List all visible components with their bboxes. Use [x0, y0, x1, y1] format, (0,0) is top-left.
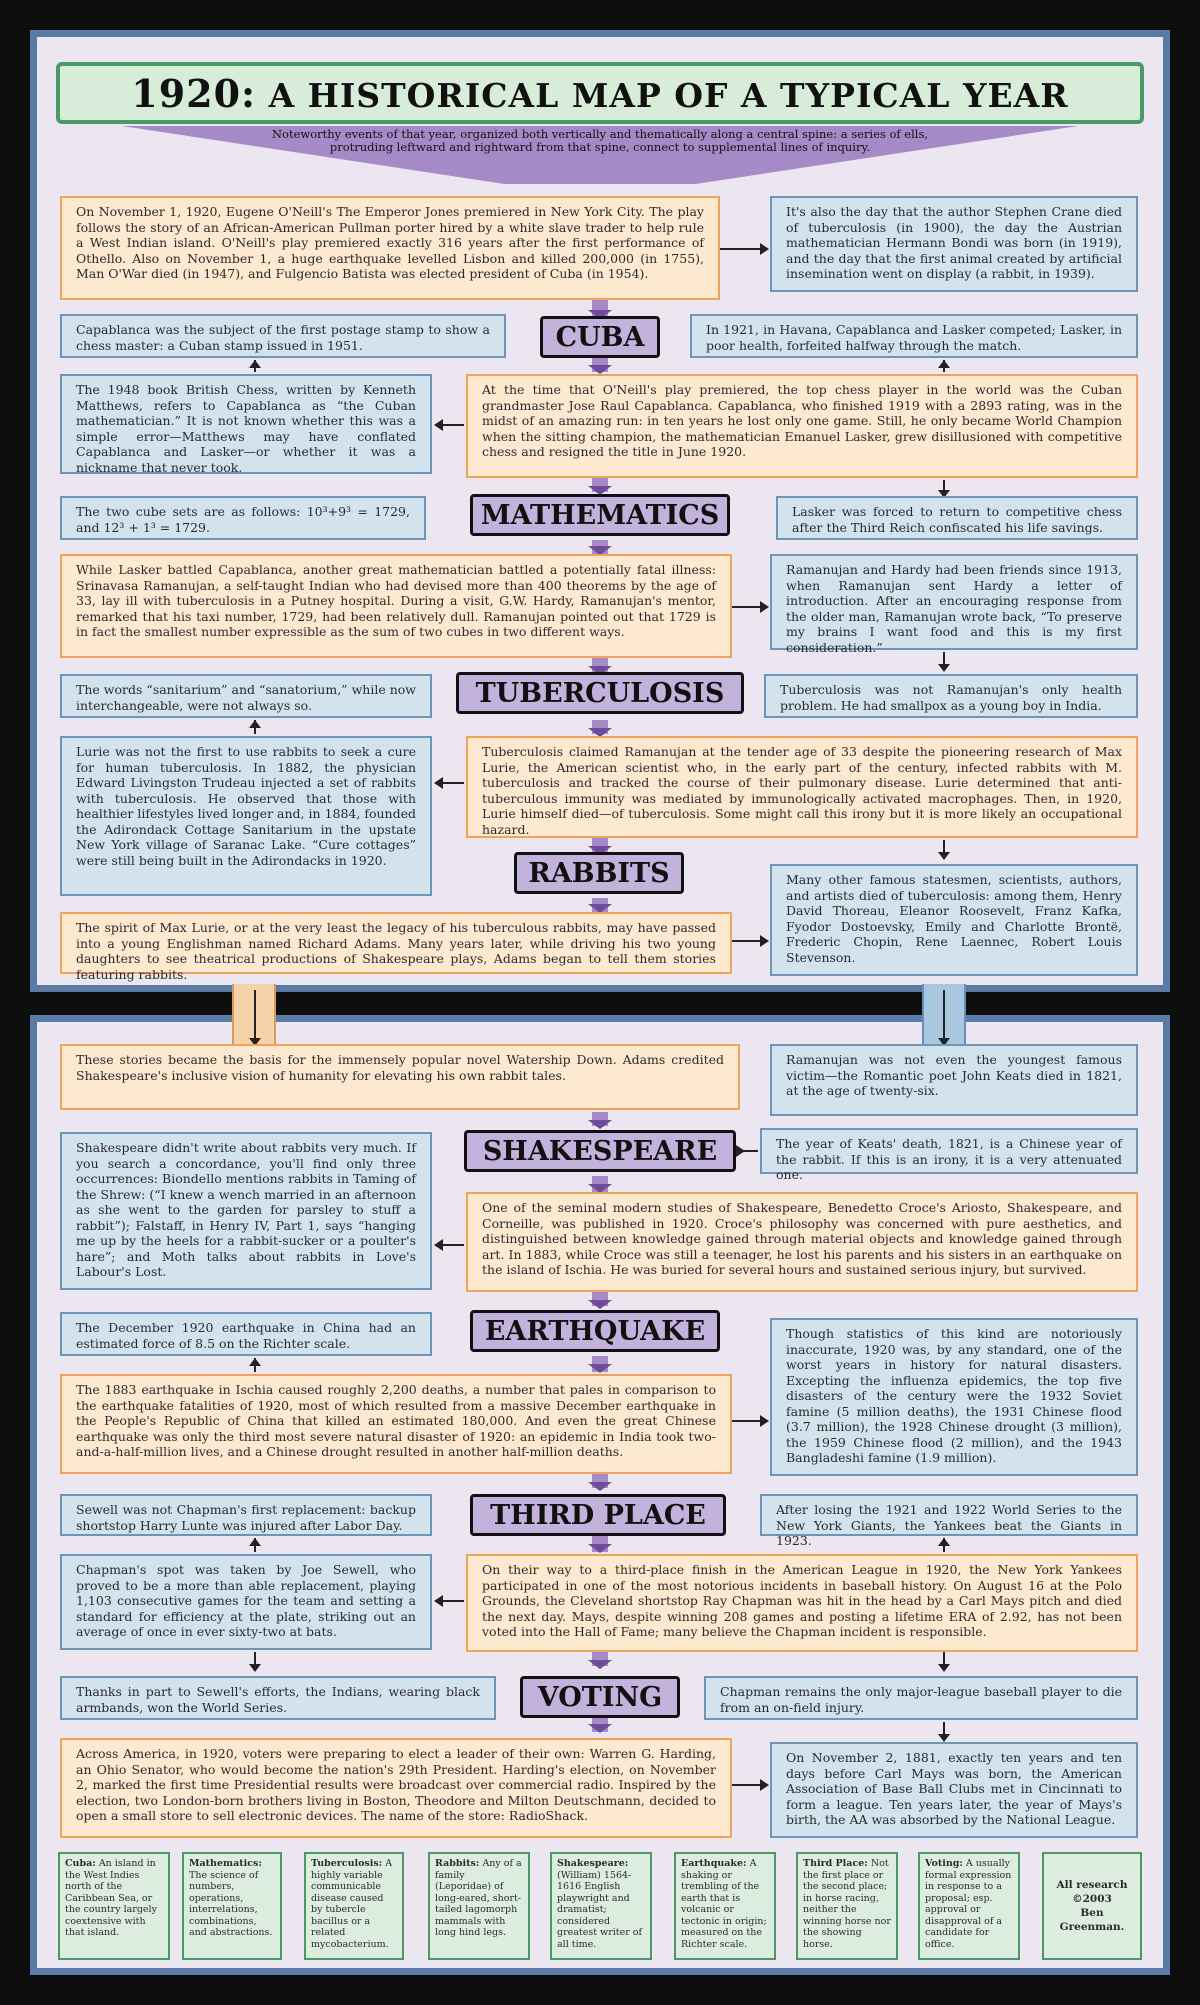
heading-tuberculosis: TUBERCULOSIS: [456, 672, 744, 714]
glossary-third-place: Third Place: Not the first place or the second place; in horse racing, neither the winning horse nor the showing horse.: [796, 1852, 898, 1960]
tb-left-box: The words “sanitarium” and “sanatorium,” while now interchangeable, were not always so.: [60, 674, 432, 718]
eq-side-box: Though statistics of this kind are notoriously inaccurate, 1920 was, by any standard, one of the worst years in history for natural disasters. Excepting the influenza epidemics, the top five disasters of the century were the 1932 Soviet famine (5 million deaths), the 1931 Chinese flood (3.7 million), the 1928 Chinese drought (3 million), the 1959 Chinese flood (2 million), and the 1943 Bangladeshi famine (1.9 million).: [770, 1318, 1138, 1476]
spine-arrow-icon: [588, 1544, 612, 1553]
cuba-side-box: The 1948 book British Chess, written by Kenneth Matthews, refers to Capablanca as “the Cuban mathematician.” It is not known whether this was a simple error—Matthews may have conflated Capablanca and Lasker—or whether it was a nickname that never took.: [60, 374, 432, 474]
heading-rabbits: RABBITS: [514, 852, 684, 894]
heading-mathematics: MATHEMATICS: [470, 494, 730, 536]
subtitle: Noteworthy events of that year, organized both vertically and thematically along a central spine: a series of ells, protruding leftward and rightward from that spine, connect to supplemental lines of inquiry.: [271, 127, 929, 154]
arrow-right-icon: [736, 1145, 745, 1157]
eq-main-box: The 1883 earthquake in Ischia caused roughly 2,200 deaths, a number that pales in comparison to the earthquake fatalities of 1920, most of which resulted from a massive December earthquake in the People's Republic of China that killed an estimated 180,000. And even the great Chinese earthquake was only the third most severe natural disaster of 1920: an epidemic in India took two-and-a-half-million lives, and a Chinese drought resulted in another half-million deaths.: [60, 1374, 732, 1474]
glossary-mathematics: Mathematics: The science of numbers, operations, interrelations, combinations, and abstractions.: [182, 1852, 282, 1960]
heading-earthquake: EARTHQUAKE: [470, 1310, 720, 1352]
arrow-up-icon: [249, 1538, 261, 1546]
tp-right-box: After losing the 1921 and 1922 World Series to the New York Giants, the Yankees beat the Giants in 1923.: [760, 1494, 1138, 1536]
vote-left-box: Thanks in part to Sewell's efforts, the Indians, wearing black armbands, won the World Series.: [60, 1676, 496, 1720]
glossary-rabbits: Rabbits: Any of a family (Leporidae) of long-eared, short-tailed lagomorph mammals with long hind legs.: [428, 1852, 530, 1960]
shakes-left-box: Shakespeare didn't write about rabbits very much. If you search a concordance, you'll find only three occurrences: Biondello mentions rabbits in Taming of the Shrew: (“I knew a wench married in an afternoon as she went to the garden for parsley to stuff a rabbit”); Falstaff, in Henry IV, Part 1, says “hanging me up by the heels for a rabbit-sucker or a poulter's hare”; and Moth talks about rabbits in Love's Labour's Lost.: [60, 1132, 432, 1290]
arrow-down-icon: [938, 1664, 950, 1672]
tb-side-box: Lurie was not the first to use rabbits to seek a cure for human tuberculosis. In 1882, the physician Edward Livingston Trudeau injected a set of rabbits with tuberculosis. He observed that those with healthier lifestyles lived longer and, in 1884, founded the Adirondack Cottage Sanitarium in the upstate New York village of Saranac Lake. “Cure cottages” were still being built in the Adirondacks in 1920.: [60, 736, 432, 896]
arrow-right-icon: [760, 1779, 769, 1791]
arrow-up-icon: [249, 360, 261, 368]
math-left-box: The two cube sets are as follows: 10³+9³ = 1729, and 12³ + 1³ = 1729.: [60, 496, 426, 540]
glossary-earthquake: Earthquake: A shaking or trembling of the earth that is volcanic or tectonic in origin; measured on the Richter scale.: [674, 1852, 776, 1960]
spine-arrow-icon: [588, 1300, 612, 1309]
bottom-intro-box: These stories became the basis for the immensely popular novel Watership Down. Adams credited Shakespeare's inclusive vision of humanity for elevating his own rabbit tales.: [60, 1044, 740, 1110]
math-side-box: Ramanujan and Hardy had been friends since 1913, when Ramanujan sent Hardy a letter of introduction. After an encouraging response from the older man, Ramanujan wrote back, “To preserve my brains I want food and this is my first consideration.”: [770, 554, 1138, 650]
spine-arrow-icon: [588, 1364, 612, 1373]
math-main-box: While Lasker battled Capablanca, another great mathematician battled a potentially fatal illness: Srinavasa Ramanujan, a self-taught Indian who had devised more than 400 theorems by the age of 33, lay ill with tuberculosis in a Putney hospital. During a visit, G.W. Hardy, Ramanujan's mentor, remarked that his taxi number, 1729, had been relatively dull. Ramanujan pointed out that 1729 is in fact the smallest number expressible as the sum of two cubes in two different ways.: [60, 554, 732, 658]
title-year: 1920:: [131, 70, 257, 116]
arrow-down-icon: [249, 1664, 261, 1672]
heading-shakespeare: SHAKESPEARE: [464, 1130, 736, 1172]
arrow-left-icon: [434, 1595, 443, 1607]
heading-voting: VOTING: [520, 1676, 680, 1718]
cuba-left-box: Capablanca was the subject of the first postage stamp to show a chess master: a Cuban stamp issued in 1951.: [60, 314, 506, 358]
spine-arrow-icon: [588, 1482, 612, 1491]
shakes-right-box: The year of Keats' death, 1821, is a Chinese year of the rabbit. If this is an irony, it is a very attenuated one.: [760, 1128, 1138, 1174]
glossary-voting: Voting: A usually formal expression in response to a proposal; esp. approval or disapproval of a candidate for office.: [918, 1852, 1020, 1960]
cuba-right-box: In 1921, in Havana, Capablanca and Lasker competed; Lasker, in poor health, forfeited halfway through the match.: [690, 314, 1138, 358]
spine-arrow-icon: [588, 1660, 612, 1669]
keats-box: Ramanujan was not even the youngest famous victim—the Romantic poet John Keats died in 1821, at the age of twenty-six.: [770, 1044, 1138, 1116]
page-title: [56, 62, 1144, 124]
arrow-left-icon: [434, 419, 443, 431]
eq-left-box: The December 1920 earthquake in China had an estimated force of 8.5 on the Richter scale.: [60, 1312, 432, 1356]
glossary-shakespeare: Shakespeare: (William) 1564-1616 English playwright and dramatist; considered greatest writer of all time.: [550, 1852, 652, 1960]
tp-main-box: On their way to a third-place finish in the American League in 1920, the New York Yankees participated in one of the most notorious incidents in baseball history. On August 16 at the Polo Grounds, the Cleveland shortstop Ray Chapman was hit in the head by a Carl Mays pitch and died the next day. Mays, despite winning 208 games and posting a lifetime ERA of 2.92, has not been voted into the Hall of Fame; many believe the Chapman incident is responsible.: [466, 1554, 1138, 1652]
vote-right-box: Chapman remains the only major-league baseball player to die from an on-field injury.: [704, 1676, 1138, 1720]
arrow-up-icon: [249, 720, 261, 728]
intro-side-box: It's also the day that the author Stephen Crane died of tuberculosis (in 1900), the day the Austrian mathematician Hermann Bondi was born (in 1919), and the day that the first animal created by artificial insemination went on display (a rabbit, in 1939).: [770, 196, 1138, 292]
vote-side-box: On November 2, 1881, exactly ten years and ten days before Carl Mays was born, the American Association of Base Ball Clubs met in Cincinnati to form a league. Ten years later, the year of Mays's birth, the AA was absorbed by the National League.: [770, 1742, 1138, 1838]
spine-arrow-icon: [588, 365, 612, 374]
cuba-main-box: At the time that O'Neill's play premiered, the top chess player in the world was the Cuban grandmaster Jose Raul Capablanca. Capablanca, who finished 1919 with a 2893 rating, was in the midst of an amazing run: in ten years he lost only one game. Still, he only became World Champion when the sitting champion, the mathematician Emanuel Lasker, grew disillusioned with competitive chess and resigned the title in June 1920.: [466, 374, 1138, 478]
arrow-up-icon: [938, 360, 950, 368]
heading-cuba: CUBA: [540, 316, 660, 358]
rabbits-main-box: The spirit of Max Lurie, or at the very least the legacy of his tuberculous rabbits, may have passed into a young Englishman named Richard Adams. Many years later, while driving his two young daughters to see theatrical productions of Shakespeare plays, Adams began to tell them stories featuring rabbits.: [60, 912, 732, 974]
arrow-left-icon: [434, 777, 443, 789]
vote-main-box: Across America, in 1920, voters were preparing to elect a leader of their own: Warren G. Harding, an Ohio Senator, who would become the nation's 29th President. Harding's election, on November 2, marked the first time Presidential results were broadcast over commercial radio. Inspired by the election, two London-born brothers living in Boston, Theodore and Milton Deutschmann, decided to open a small store to sell electronic devices. The name of the store: RadioShack.: [60, 1738, 732, 1838]
tp-left-box: Sewell was not Chapman's first replacement: backup shortstop Harry Lunte was injured after Labor Day.: [60, 1494, 432, 1536]
arrow-right-icon: [760, 601, 769, 613]
arrow-up-icon: [938, 1538, 950, 1546]
title-text: A HISTORICAL MAP OF A TYPICAL YEAR: [256, 75, 1069, 115]
glossary-tuberculosis: Tuberculosis: A highly variable communicable disease caused by tubercle bacillus or a related mycobacterium.: [304, 1852, 404, 1960]
heading-third-place: THIRD PLACE: [470, 1494, 726, 1536]
credit-box: All research ©2003 Ben Greenman.: [1042, 1852, 1142, 1960]
glossary-cuba: Cuba: An island in the West Indies north of the Caribbean Sea, or the country largely coextensive with that island.: [58, 1852, 170, 1960]
tb-right-box: Tuberculosis was not Ramanujan's only health problem. He had smallpox as a young boy in India.: [764, 674, 1138, 718]
arrow-down-icon: [938, 664, 950, 672]
shakes-main-box: One of the seminal modern studies of Shakespeare, Benedetto Croce's Ariosto, Shakespeare, and Corneille, was published in 1920. Croce's philosophy was concerned with pure aesthetics, and distinguished between knowledge gained through material objects and knowledge gained through art. In 1883, while Croce was still a teenager, he lost his parents and his sisters in an earthquake on the island of Ischia. He was buried for several hours and sustained serious injury, but survived.: [466, 1192, 1138, 1292]
arrow-left-icon: [434, 1239, 443, 1251]
spine-arrow-icon: [588, 1120, 612, 1129]
arrow-down-icon: [938, 852, 950, 860]
arrow-up-icon: [249, 1358, 261, 1366]
arrow-down-icon: [938, 1734, 950, 1742]
spine-arrow-icon: [588, 1724, 612, 1733]
math-right-box: Lasker was forced to return to competitive chess after the Third Reich confiscated his life savings.: [776, 496, 1138, 540]
tb-main-box: Tuberculosis claimed Ramanujan at the tender age of 33 despite the pioneering research of Max Lurie, the American scientist who, in the early part of the century, infected rabbits with M. tuberculosis and tracked the course of their pulmonary disease. Lurie determined that anti-tuberculous immunity was mediated by immunologically activated macrophages. Then, in 1920, Lurie himself died—of tuberculosis. Some might call this irony but it is more likely an occupational hazard.: [466, 736, 1138, 838]
arrow-right-icon: [760, 1415, 769, 1427]
rabbits-side-box: Many other famous statesmen, scientists, authors, and artists died of tuberculosis: among them, Henry David Thoreau, Eleanor Roosevelt, Franz Kafka, Fyodor Dostoevsky, Emily and Charlotte Brontë, Frederic Chopin, Rene Laennec, Robert Louis Stevenson.: [770, 864, 1138, 976]
arrow-right-icon: [760, 243, 769, 255]
arrow-right-icon: [760, 935, 769, 947]
tp-side-box: Chapman's spot was taken by Joe Sewell, who proved to be a more than able replacement, playing 1,103 consecutive games for the team and setting a standard for efficiency at the plate, striking out an average of once in ever sixty-two at bats.: [60, 1554, 432, 1650]
intro-box: On November 1, 1920, Eugene O'Neill's The Emperor Jones premiered in New York City. The play follows the story of an African-American Pullman porter hired by a white slave trader to help rule a West Indian island. O'Neill's play premiered exactly 316 years after the first performance of Othello. Also on November 1, a huge earthquake levelled Lisbon and killed 200,000 (in 1755), Man O'War died (in 1947), and Fulgencio Batista was elected president of Cuba (in 1954).: [60, 196, 720, 300]
